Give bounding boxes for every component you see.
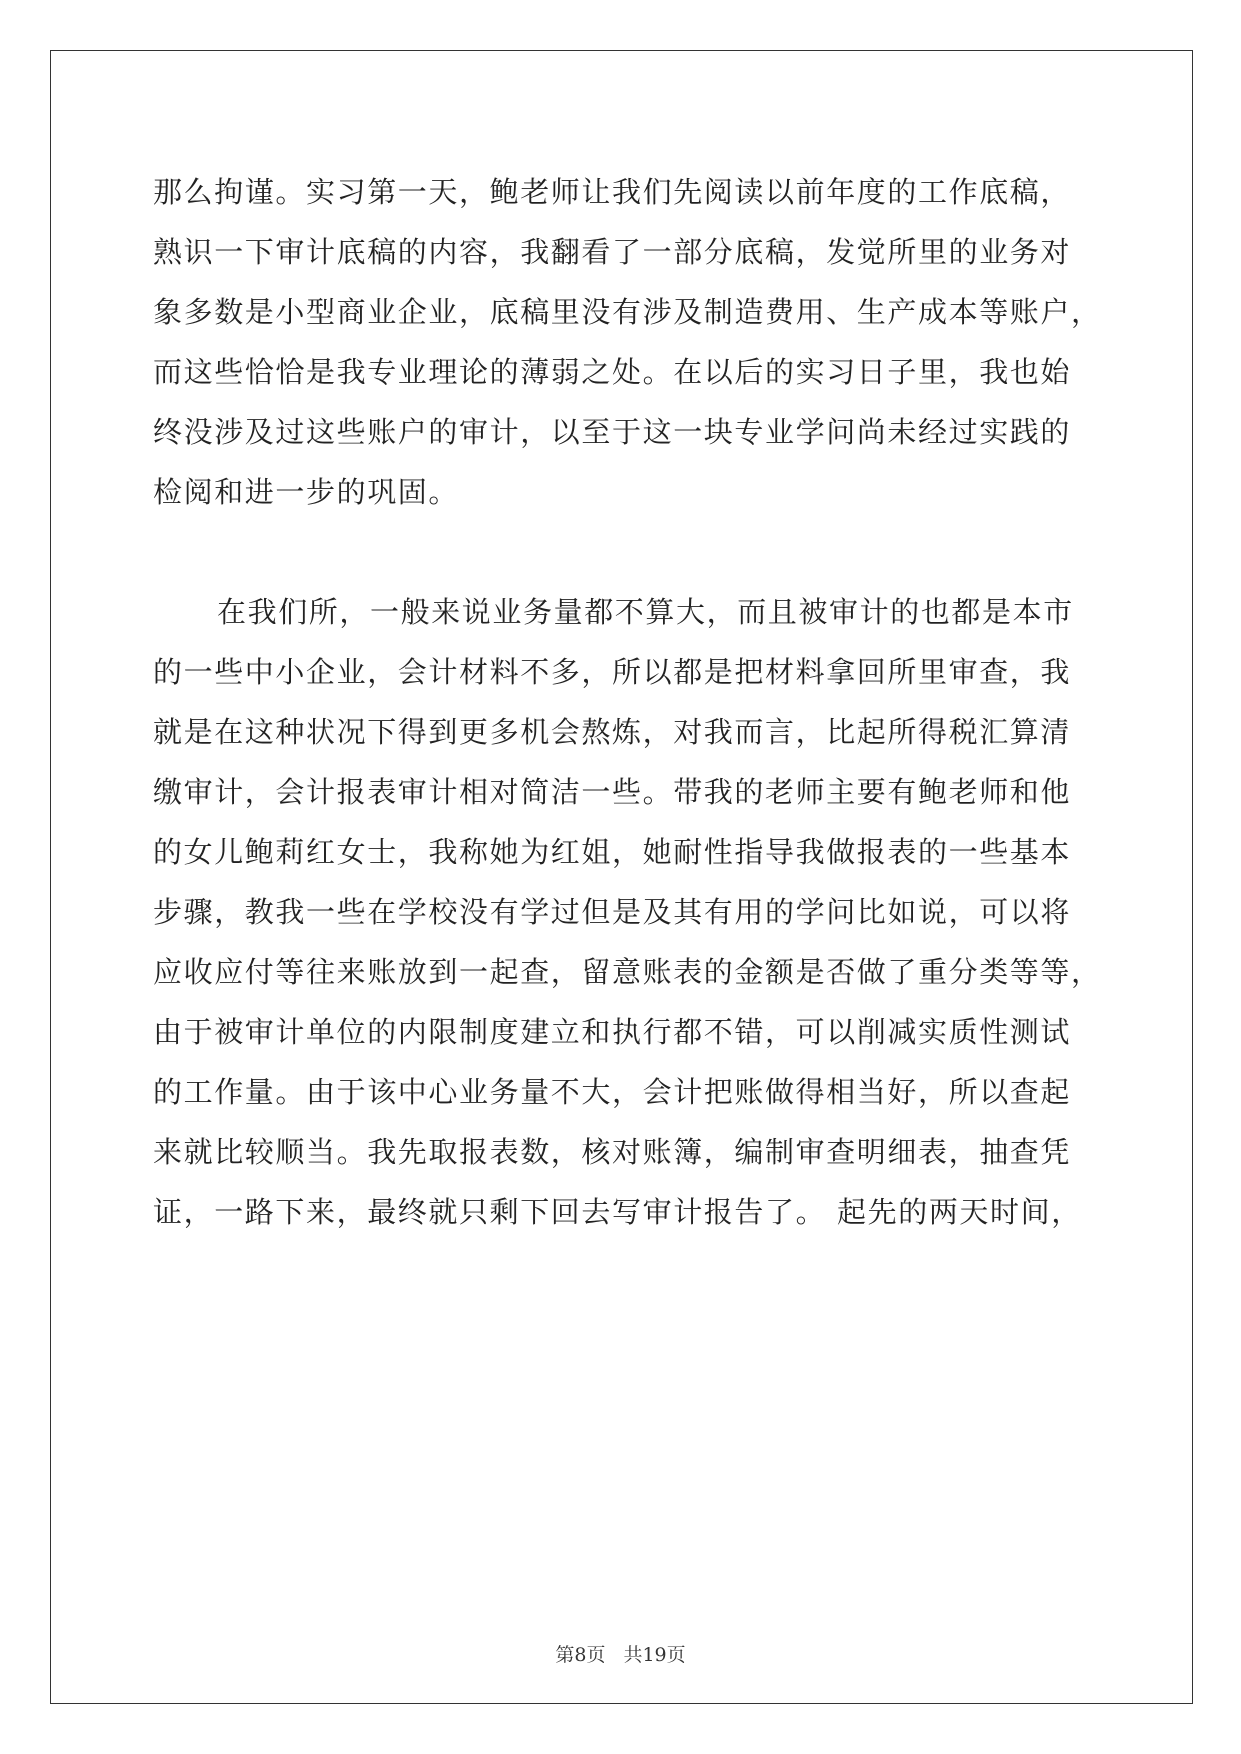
page-number-total: 共19页 (623, 1644, 686, 1666)
text-line: 缴审计，会计报表审计相对简洁一些。带我的老师主要有鲍老师和他 (153, 775, 1072, 809)
text-line: 证，一路下来，最终就只剩下回去写审计报告了。 起先的两天时间， (153, 1195, 1082, 1229)
text-line: 检阅和进一步的巩固。 (153, 475, 460, 509)
text-line: 步骤，教我一些在学校没有学过但是及其有用的学问比如说，可以将 (153, 895, 1072, 929)
document-body (153, 162, 1102, 1242)
text-line: 熟识一下审计底稿的内容，我翻看了一部分底稿，发觉所里的业务对 (153, 235, 1072, 269)
text-line: 应收应付等往来账放到一起查，留意账表的金额是否做了重分类等等， (153, 955, 1102, 989)
text-line: 象多数是小型商业企业，底稿里没有涉及制造费用、生产成本等账户， (153, 295, 1102, 329)
page-number-current: 第8页 (555, 1644, 606, 1666)
text-line: 终没涉及过这些账户的审计，以至于这一块专业学问尚未经过实践的 (153, 415, 1072, 449)
text-line: 的一些中小企业，会计材料不多，所以都是把材料拿回所里审查，我 (153, 655, 1072, 689)
text-line: 的女儿鲍莉红女士，我称她为红姐，她耐性指导我做报表的一些基本 (153, 835, 1072, 869)
page-footer (0, 1640, 1241, 1667)
paragraph-first-line: 在我们所，一般来说业务量都不算大，而且被审计的也都是本市 (217, 595, 1074, 629)
text-line: 就是在这种状况下得到更多机会熬炼，对我而言，比起所得税汇算清 (153, 715, 1072, 749)
text-line: 那么拘谨。实习第一天，鲍老师让我们先阅读以前年度的工作底稿， (153, 175, 1072, 209)
text-line: 而这些恰恰是我专业理论的薄弱之处。在以后的实习日子里，我也始 (153, 355, 1072, 389)
text-line: 的工作量。由于该中心业务量不大，会计把账做得相当好，所以查起 (153, 1075, 1072, 1109)
text-line: 来就比较顺当。我先取报表数，核对账簿，编制审查明细表，抽查凭 (153, 1135, 1072, 1169)
text-line: 由于被审计单位的内限制度建立和执行都不错，可以削减实质性测试 (153, 1015, 1072, 1049)
